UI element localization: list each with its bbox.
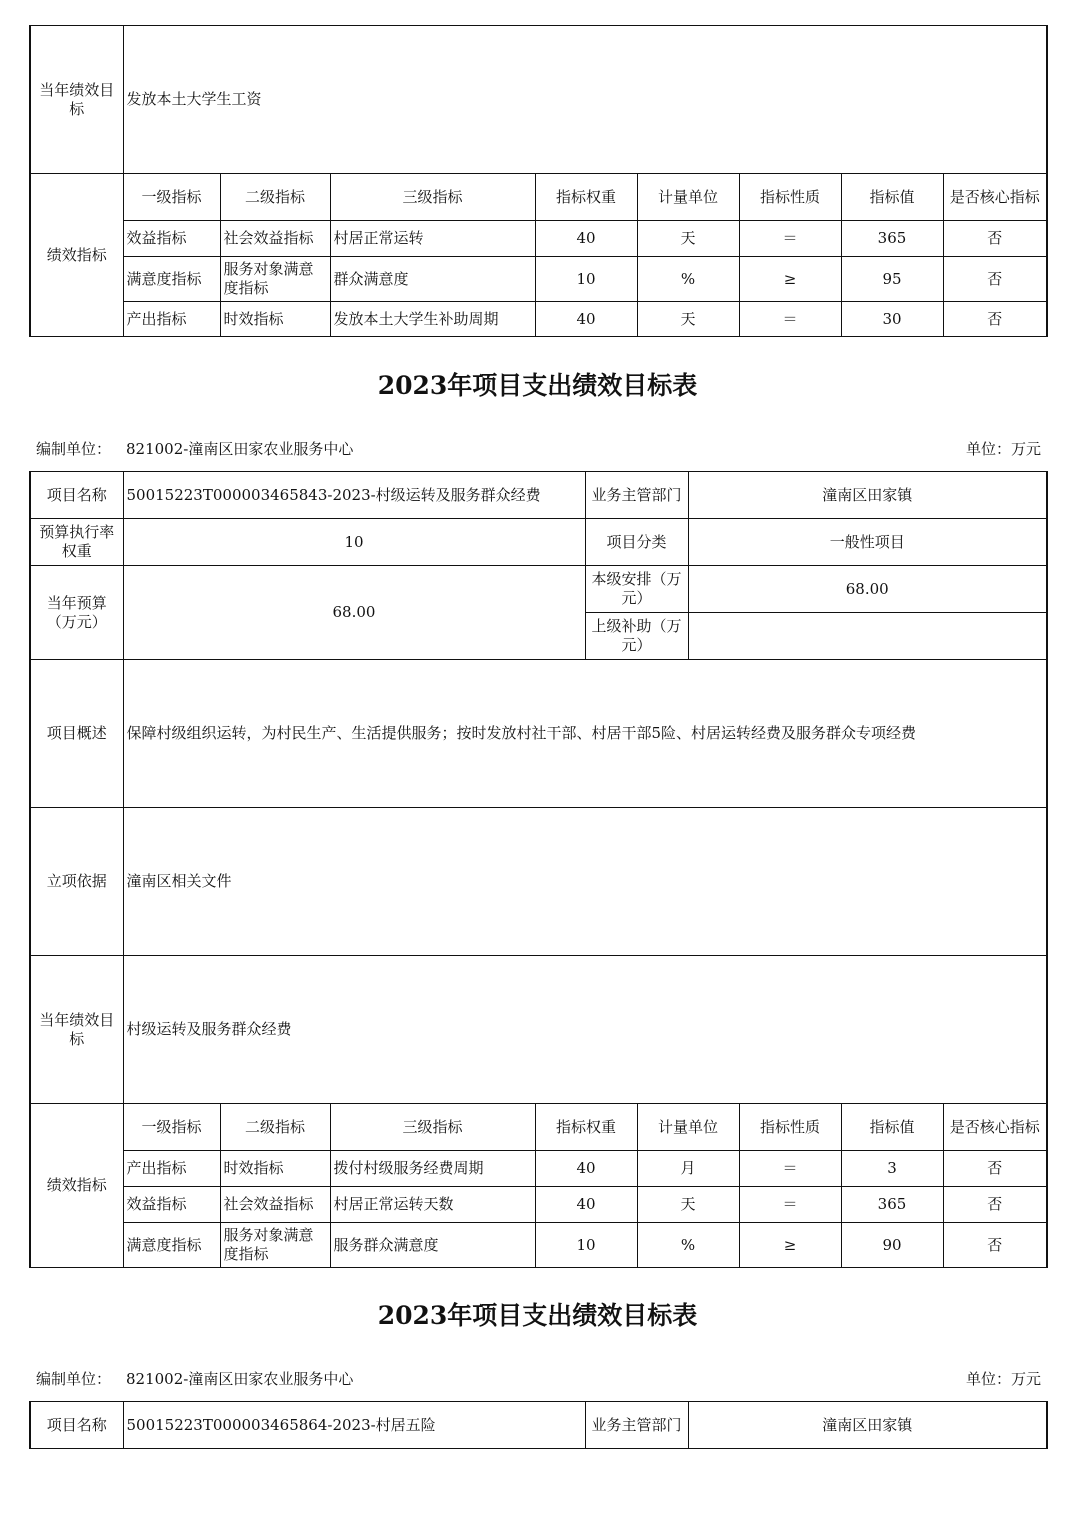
cell-level1: 效益指标 xyxy=(123,221,220,257)
category-value: 一般性项目 xyxy=(688,519,1047,566)
project-name-label: 项目名称 xyxy=(30,472,123,519)
header-weight: 指标权重 xyxy=(535,1104,637,1151)
superior-value xyxy=(688,613,1047,660)
dept-label: 业务主管部门 xyxy=(585,472,688,519)
cell-weight: 40 xyxy=(535,1151,637,1187)
header-level2: 二级指标 xyxy=(220,174,330,221)
cell-nature: ＝ xyxy=(739,1187,841,1223)
cell-level3: 服务群众满意度 xyxy=(330,1223,535,1268)
cell-nature: ＝ xyxy=(739,1151,841,1187)
project-name-label: 项目名称 xyxy=(30,1402,123,1449)
cell-level1: 产出指标 xyxy=(123,302,220,337)
cell-unit: % xyxy=(637,1223,739,1268)
header-level3: 三级指标 xyxy=(330,174,535,221)
cell-level2: 社会效益指标 xyxy=(220,1187,330,1223)
cell-level1: 产出指标 xyxy=(123,1151,220,1187)
goal-label: 当年绩效目标 xyxy=(30,26,123,174)
cell-core: 否 xyxy=(943,1187,1047,1223)
table-row xyxy=(30,257,1047,302)
cell-value: 365 xyxy=(841,221,943,257)
cell-value: 365 xyxy=(841,1187,943,1223)
cell-core: 否 xyxy=(943,1151,1047,1187)
cell-nature: ＝ xyxy=(739,302,841,337)
header-core: 是否核心指标 xyxy=(943,1104,1047,1151)
header-value: 指标值 xyxy=(841,1104,943,1151)
dept-value: 潼南区田家镇 xyxy=(688,472,1047,519)
section2-info-table xyxy=(29,471,1048,1104)
basis-text: 潼南区相关文件 xyxy=(123,808,1047,956)
cell-level3: 发放本土大学生补助周期 xyxy=(330,302,535,337)
cell-level2: 服务对象满意度指标 xyxy=(220,1223,330,1268)
goal-text: 村级运转及服务群众经费 xyxy=(123,956,1047,1104)
cell-level2: 时效指标 xyxy=(220,1151,330,1187)
dept-label: 业务主管部门 xyxy=(585,1402,688,1449)
indicator-label: 绩效指标 xyxy=(30,1104,123,1268)
cell-nature: ≥ xyxy=(739,257,841,302)
cell-level2: 服务对象满意度指标 xyxy=(220,257,330,302)
cell-core: 否 xyxy=(943,257,1047,302)
section3-info-table xyxy=(29,1401,1048,1449)
cell-unit: % xyxy=(637,257,739,302)
cell-level1: 满意度指标 xyxy=(123,1223,220,1268)
table-row xyxy=(30,221,1047,257)
budget-label: 当年预算（万元） xyxy=(30,566,123,660)
local-value: 68.00 xyxy=(688,566,1047,613)
cell-level2: 社会效益指标 xyxy=(220,221,330,257)
cell-weight: 40 xyxy=(535,221,637,257)
cell-weight: 10 xyxy=(535,1223,637,1268)
section2-indicator-table xyxy=(29,1103,1048,1268)
cell-core: 否 xyxy=(943,302,1047,337)
cell-nature: ＝ xyxy=(739,221,841,257)
cell-value: 90 xyxy=(841,1223,943,1268)
cell-unit: 月 xyxy=(637,1151,739,1187)
overview-text: 保障村级组织运转，为村民生产、生活提供服务；按时发放村社干部、村居干部5险、村居运转经费及服务群众专项经费 xyxy=(123,660,1047,808)
header-value: 指标值 xyxy=(841,174,943,221)
prep-unit-label: 编制单位： xyxy=(36,440,112,458)
header-level1: 一级指标 xyxy=(123,1104,220,1151)
goal-label: 当年绩效目标 xyxy=(30,956,123,1104)
header-core: 是否核心指标 xyxy=(943,174,1047,221)
prep-unit-value: 821002-潼南区田家农业服务中心 xyxy=(126,440,354,458)
exec-rate-label: 预算执行率权重 xyxy=(30,519,123,566)
overview-label: 项目概述 xyxy=(30,660,123,808)
header-level3: 三级指标 xyxy=(330,1104,535,1151)
cell-unit: 天 xyxy=(637,1187,739,1223)
prep-unit-value: 821002-潼南区田家农业服务中心 xyxy=(126,1370,354,1388)
table-row xyxy=(30,302,1047,337)
indicator-label: 绩效指标 xyxy=(30,174,123,337)
header-level1: 一级指标 xyxy=(123,174,220,221)
section1-table xyxy=(29,25,1048,337)
page-title: 2023年项目支出绩效目标表 xyxy=(377,1301,698,1330)
header-nature: 指标性质 xyxy=(739,174,841,221)
exec-rate-value: 10 xyxy=(123,519,585,566)
currency-unit: 单位：万元 xyxy=(965,440,1041,458)
header-nature: 指标性质 xyxy=(739,1104,841,1151)
cell-unit: 天 xyxy=(637,302,739,337)
cell-nature: ≥ xyxy=(739,1223,841,1268)
table-row xyxy=(30,1223,1047,1268)
local-label: 本级安排（万元） xyxy=(585,566,688,613)
dept-value: 潼南区田家镇 xyxy=(688,1402,1047,1449)
table-row xyxy=(30,1187,1047,1223)
page-title: 2023年项目支出绩效目标表 xyxy=(377,371,698,400)
cell-weight: 10 xyxy=(535,257,637,302)
basis-label: 立项依据 xyxy=(30,808,123,956)
cell-level3: 村居正常运转 xyxy=(330,221,535,257)
cell-value: 30 xyxy=(841,302,943,337)
cell-core: 否 xyxy=(943,1223,1047,1268)
prep-unit-label: 编制单位： xyxy=(36,1370,112,1388)
cell-level1: 满意度指标 xyxy=(123,257,220,302)
cell-level3: 村居正常运转天数 xyxy=(330,1187,535,1223)
cell-weight: 40 xyxy=(535,302,637,337)
currency-unit: 单位：万元 xyxy=(965,1370,1041,1388)
cell-value: 3 xyxy=(841,1151,943,1187)
project-name: 50015223T000003465843-2023-村级运转及服务群众经费 xyxy=(123,472,585,519)
superior-label: 上级补助（万元） xyxy=(585,613,688,660)
cell-unit: 天 xyxy=(637,221,739,257)
budget-value: 68.00 xyxy=(123,566,585,660)
table-row xyxy=(30,1151,1047,1187)
goal-text: 发放本土大学生工资 xyxy=(123,26,1047,174)
project-name: 50015223T000003465864-2023-村居五险 xyxy=(123,1402,585,1449)
category-label: 项目分类 xyxy=(585,519,688,566)
cell-level2: 时效指标 xyxy=(220,302,330,337)
header-unit: 计量单位 xyxy=(637,1104,739,1151)
header-weight: 指标权重 xyxy=(535,174,637,221)
header-level2: 二级指标 xyxy=(220,1104,330,1151)
cell-level3: 拨付村级服务经费周期 xyxy=(330,1151,535,1187)
cell-weight: 40 xyxy=(535,1187,637,1223)
cell-core: 否 xyxy=(943,221,1047,257)
cell-value: 95 xyxy=(841,257,943,302)
header-unit: 计量单位 xyxy=(637,174,739,221)
cell-level1: 效益指标 xyxy=(123,1187,220,1223)
cell-level3: 群众满意度 xyxy=(330,257,535,302)
